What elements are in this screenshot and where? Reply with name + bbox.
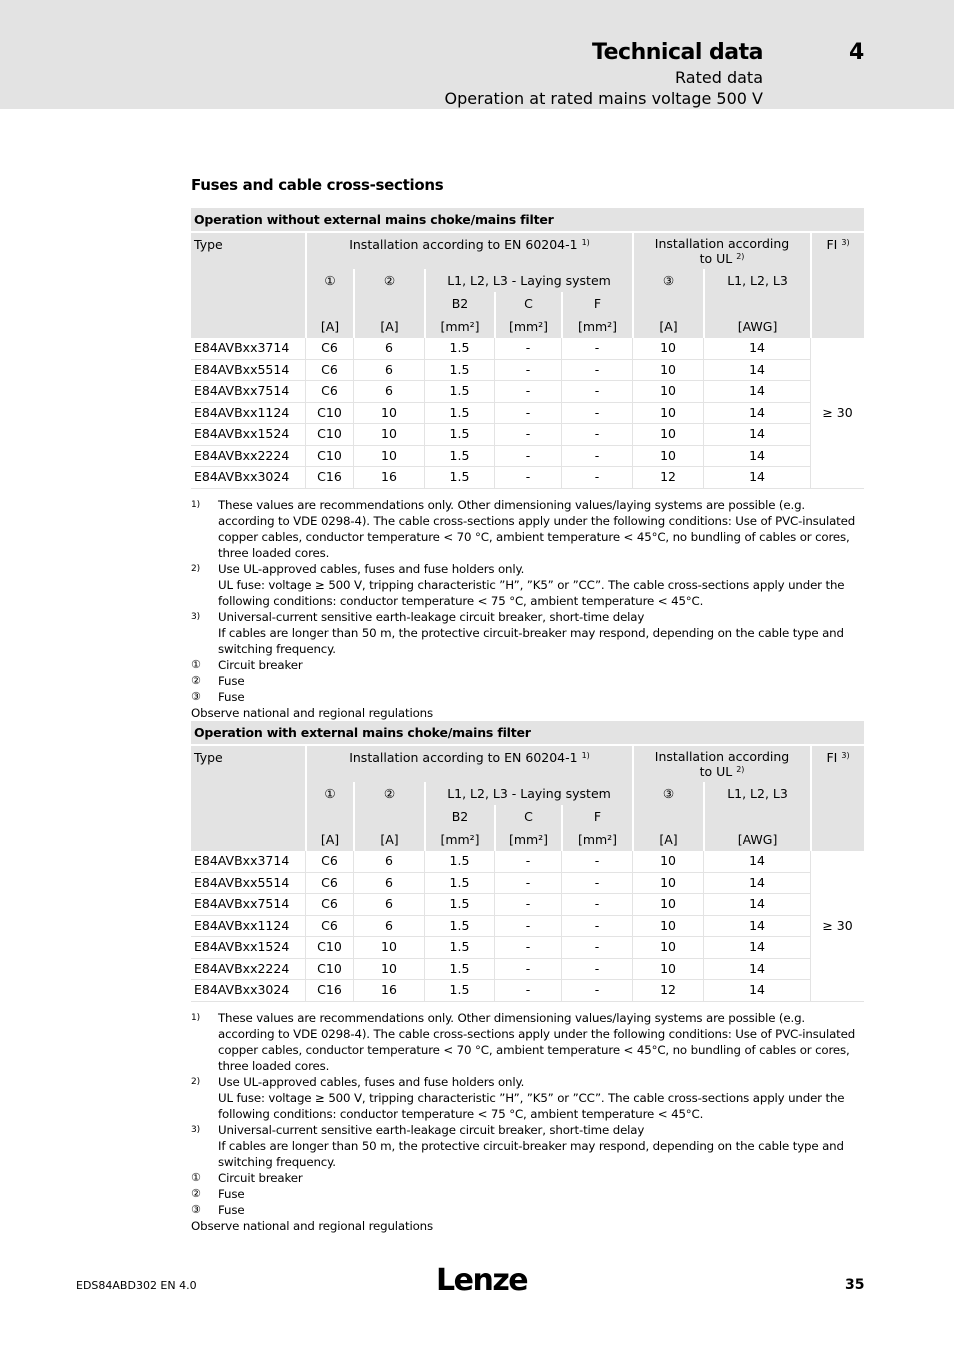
type-cell: E84AVBxx2224 xyxy=(191,446,305,468)
ul-fuse-cell: 10 xyxy=(632,873,703,895)
laying-f: F xyxy=(561,292,632,315)
document-id: EDS84ABD302 EN 4.0 xyxy=(76,1279,197,1292)
awg-cell: 14 xyxy=(703,446,810,468)
unit-label: [A] xyxy=(353,315,424,338)
unit-label: [A] xyxy=(632,315,703,338)
type-cell: E84AVBxx1124 xyxy=(191,916,305,938)
f-cell: - xyxy=(561,381,632,403)
f-cell: - xyxy=(561,980,632,1002)
awg-cell: 14 xyxy=(703,467,810,489)
awg-cell: 14 xyxy=(703,873,810,895)
type-cell: E84AVBxx7514 xyxy=(191,381,305,403)
data-table xyxy=(191,233,864,489)
footnote: 2) Use UL-approved cables, fuses and fuse holders only. UL fuse: voltage ≥ 500 V, tripping characteristic ”H”, ”K5” or ”CC”. The cable cross-sections apply under the following conditions: conductor temperature < 75 °C, ambient temperature < 45°C. xyxy=(191,562,845,608)
ul-fuse-cell: 10 xyxy=(632,360,703,382)
c-cell: - xyxy=(494,446,561,468)
footnote: ③ Fuse xyxy=(191,690,245,704)
f-cell: - xyxy=(561,894,632,916)
footnote: 1) These values are recommendations only. Other dimensioning values/laying systems are possible (e.g. according to VDE 0298-4). The cable cross-sections apply under the following conditions: Use of PVC-insulated copper cables, conductor temperature < 70 °C, ambient temperature < 45°C, no bundling of cables or cores, three loaded cores. xyxy=(191,498,856,560)
table-row xyxy=(191,894,864,916)
section-title: Fuses and cable cross-sections xyxy=(191,176,444,194)
unit-label: [A] xyxy=(632,828,703,851)
ul-fuse-cell: 10 xyxy=(632,424,703,446)
table-row xyxy=(191,937,864,959)
c-cell: - xyxy=(494,873,561,895)
laying-c: C xyxy=(494,805,561,828)
footnote: ① Circuit breaker xyxy=(191,1171,303,1185)
cb-cell: C16 xyxy=(305,467,353,489)
cb-cell: C6 xyxy=(305,338,353,360)
type-cell: E84AVBxx5514 xyxy=(191,873,305,895)
awg-cell: 14 xyxy=(703,424,810,446)
f-cell: - xyxy=(561,916,632,938)
b2-cell: 1.5 xyxy=(424,338,494,360)
table-row xyxy=(191,424,864,446)
f-cell: - xyxy=(561,446,632,468)
circuit-breaker-mark: ① xyxy=(305,269,353,315)
table-row xyxy=(191,446,864,468)
c-cell: - xyxy=(494,403,561,425)
type-cell: E84AVBxx5514 xyxy=(191,360,305,382)
c-cell: - xyxy=(494,916,561,938)
ul-fuse-mark: ③ xyxy=(632,782,703,828)
f-cell: - xyxy=(561,937,632,959)
awg-cell: 14 xyxy=(703,403,810,425)
f-cell: - xyxy=(561,959,632,981)
cb-cell: C6 xyxy=(305,894,353,916)
awg-cell: 14 xyxy=(703,360,810,382)
footnote: ① Circuit breaker xyxy=(191,658,303,672)
awg-cell: 14 xyxy=(703,381,810,403)
col-en60204: Installation according to EN 60204-1 $^{1)}$ xyxy=(305,233,632,269)
fuse-mark: ② xyxy=(353,269,424,315)
f-cell: - xyxy=(561,424,632,446)
lenze-logo: Lenze xyxy=(436,1263,528,1298)
type-cell: E84AVBxx3024 xyxy=(191,980,305,1002)
c-cell: - xyxy=(494,851,561,873)
laying-b2: B2 xyxy=(424,292,494,315)
cb-cell: C6 xyxy=(305,851,353,873)
ul-fuse-cell: 10 xyxy=(632,381,703,403)
table-row xyxy=(191,980,864,1002)
ul-fuse-cell: 12 xyxy=(632,467,703,489)
fuse-cell: 10 xyxy=(353,959,424,981)
cb-cell: C16 xyxy=(305,980,353,1002)
col-ul: Installation according to UL $^{2)}$ xyxy=(632,233,810,269)
cb-cell: C10 xyxy=(305,959,353,981)
footnote: 3) Universal-current sensitive earth-leakage circuit breaker, short-time delay If cables are longer than 50 m, the protective circuit-breaker may respond, depending on the cable type and switching frequency. xyxy=(191,1123,844,1169)
ul-fuse-cell: 10 xyxy=(632,446,703,468)
ul-cable: L1, L2, L3 xyxy=(703,782,810,828)
col-ul: Installation according to UL $^{2)}$ xyxy=(632,746,810,782)
laying-system: L1, L2, L3 - Laying system xyxy=(424,782,632,805)
unit-label: [mm²] xyxy=(561,315,632,338)
fi-cell: ≥ 30 xyxy=(810,851,864,1002)
fuse-table-without-choke xyxy=(191,208,864,489)
unit-label: [mm²] xyxy=(561,828,632,851)
awg-cell: 14 xyxy=(703,937,810,959)
footnote: 2) Use UL-approved cables, fuses and fuse holders only. UL fuse: voltage ≥ 500 V, tripping characteristic ”H”, ”K5” or ”CC”. The cable cross-sections apply under the following conditions: conductor temperature < 75 °C, ambient temperature < 45°C. xyxy=(191,1075,845,1121)
fuse-cell: 16 xyxy=(353,980,424,1002)
type-cell: E84AVBxx1524 xyxy=(191,937,305,959)
cb-cell: C6 xyxy=(305,381,353,403)
cb-cell: C10 xyxy=(305,424,353,446)
ul-fuse-cell: 10 xyxy=(632,959,703,981)
awg-cell: 14 xyxy=(703,980,810,1002)
col-type: Type xyxy=(191,233,305,338)
ul-fuse-cell: 10 xyxy=(632,937,703,959)
type-cell: E84AVBxx2224 xyxy=(191,959,305,981)
fuse-cell: 6 xyxy=(353,894,424,916)
fuse-cell: 6 xyxy=(353,916,424,938)
c-cell: - xyxy=(494,424,561,446)
b2-cell: 1.5 xyxy=(424,873,494,895)
table-caption: Operation without external mains choke/mains filter xyxy=(191,208,864,231)
fuse-cell: 6 xyxy=(353,381,424,403)
ul-fuse-cell: 10 xyxy=(632,916,703,938)
cb-cell: C10 xyxy=(305,937,353,959)
unit-label: [AWG] xyxy=(703,828,810,851)
fuse-mark: ② xyxy=(353,782,424,828)
table-row xyxy=(191,381,864,403)
cb-cell: C6 xyxy=(305,916,353,938)
page-number: 35 xyxy=(845,1277,865,1293)
awg-cell: 14 xyxy=(703,851,810,873)
c-cell: - xyxy=(494,959,561,981)
f-cell: - xyxy=(561,873,632,895)
ul-fuse-cell: 10 xyxy=(632,894,703,916)
table-caption: Operation with external mains choke/mains filter xyxy=(191,721,864,744)
b2-cell: 1.5 xyxy=(424,894,494,916)
table-row xyxy=(191,959,864,981)
type-cell: E84AVBxx3714 xyxy=(191,851,305,873)
ul-fuse-cell: 12 xyxy=(632,980,703,1002)
col-fi: FI $^{3)}$ xyxy=(810,233,864,338)
cb-cell: C10 xyxy=(305,403,353,425)
awg-cell: 14 xyxy=(703,959,810,981)
fuse-cell: 10 xyxy=(353,446,424,468)
ul-fuse-cell: 10 xyxy=(632,403,703,425)
b2-cell: 1.5 xyxy=(424,916,494,938)
footnote: ③ Fuse xyxy=(191,1203,245,1217)
unit-label: [mm²] xyxy=(494,828,561,851)
b2-cell: 1.5 xyxy=(424,959,494,981)
fuse-cell: 16 xyxy=(353,467,424,489)
fuse-cell: 6 xyxy=(353,851,424,873)
awg-cell: 14 xyxy=(703,338,810,360)
c-cell: - xyxy=(494,894,561,916)
table-row xyxy=(191,851,864,873)
fuse-cell: 6 xyxy=(353,360,424,382)
f-cell: - xyxy=(561,338,632,360)
unit-label: [AWG] xyxy=(703,315,810,338)
b2-cell: 1.5 xyxy=(424,937,494,959)
laying-b2: B2 xyxy=(424,805,494,828)
unit-label: [mm²] xyxy=(424,315,494,338)
fi-cell: ≥ 30 xyxy=(810,338,864,489)
page-subtitle-2: Operation at rated mains voltage 500 V xyxy=(444,89,763,108)
footnotes-2 xyxy=(191,1010,864,1234)
fuse-cell: 10 xyxy=(353,937,424,959)
b2-cell: 1.5 xyxy=(424,381,494,403)
f-cell: - xyxy=(561,403,632,425)
b2-cell: 1.5 xyxy=(424,467,494,489)
unit-label: [A] xyxy=(305,315,353,338)
ul-cable: L1, L2, L3 xyxy=(703,269,810,315)
chapter-number: 4 xyxy=(849,40,865,65)
unit-label: [A] xyxy=(353,828,424,851)
c-cell: - xyxy=(494,937,561,959)
f-cell: - xyxy=(561,360,632,382)
type-cell: E84AVBxx3024 xyxy=(191,467,305,489)
table-row xyxy=(191,338,864,360)
c-cell: - xyxy=(494,467,561,489)
c-cell: - xyxy=(494,980,561,1002)
observe-note: Observe national and regional regulations xyxy=(191,706,433,720)
circuit-breaker-mark: ① xyxy=(305,782,353,828)
table-row xyxy=(191,467,864,489)
cb-cell: C10 xyxy=(305,446,353,468)
fuse-cell: 6 xyxy=(353,338,424,360)
page-subtitle: Rated data xyxy=(675,68,763,87)
type-cell: E84AVBxx1524 xyxy=(191,424,305,446)
fuse-cell: 10 xyxy=(353,424,424,446)
col-type: Type xyxy=(191,746,305,851)
c-cell: - xyxy=(494,381,561,403)
footnote: ② Fuse xyxy=(191,674,245,688)
laying-f: F xyxy=(561,805,632,828)
c-cell: - xyxy=(494,360,561,382)
fuse-cell: 6 xyxy=(353,873,424,895)
c-cell: - xyxy=(494,338,561,360)
type-cell: E84AVBxx7514 xyxy=(191,894,305,916)
b2-cell: 1.5 xyxy=(424,851,494,873)
table-row xyxy=(191,403,864,425)
fuse-cell: 10 xyxy=(353,403,424,425)
observe-note: Observe national and regional regulations xyxy=(191,1219,433,1233)
f-cell: - xyxy=(561,851,632,873)
cb-cell: C6 xyxy=(305,873,353,895)
footnote: 3) Universal-current sensitive earth-leakage circuit breaker, short-time delay If cables are longer than 50 m, the protective circuit-breaker may respond, depending on the cable type and switching frequency. xyxy=(191,610,844,656)
b2-cell: 1.5 xyxy=(424,424,494,446)
b2-cell: 1.5 xyxy=(424,980,494,1002)
laying-system: L1, L2, L3 - Laying system xyxy=(424,269,632,292)
awg-cell: 14 xyxy=(703,916,810,938)
cb-cell: C6 xyxy=(305,360,353,382)
unit-label: [mm²] xyxy=(494,315,561,338)
footnote: ② Fuse xyxy=(191,1187,245,1201)
fuse-table-with-choke xyxy=(191,721,864,1002)
footnotes-1 xyxy=(191,497,864,721)
b2-cell: 1.5 xyxy=(424,446,494,468)
data-table xyxy=(191,746,864,1002)
b2-cell: 1.5 xyxy=(424,403,494,425)
type-cell: E84AVBxx1124 xyxy=(191,403,305,425)
page-title: Technical data xyxy=(592,40,763,65)
ul-fuse-cell: 10 xyxy=(632,851,703,873)
table-row xyxy=(191,916,864,938)
unit-label: [A] xyxy=(305,828,353,851)
table-row xyxy=(191,873,864,895)
type-cell: E84AVBxx3714 xyxy=(191,338,305,360)
col-fi: FI $^{3)}$ xyxy=(810,746,864,851)
col-en60204: Installation according to EN 60204-1 $^{1)}$ xyxy=(305,746,632,782)
b2-cell: 1.5 xyxy=(424,360,494,382)
unit-label: [mm²] xyxy=(424,828,494,851)
laying-c: C xyxy=(494,292,561,315)
ul-fuse-mark: ③ xyxy=(632,269,703,315)
table-row xyxy=(191,360,864,382)
footnote: 1) These values are recommendations only. Other dimensioning values/laying systems are possible (e.g. according to VDE 0298-4). The cable cross-sections apply under the following conditions: Use of PVC-insulated copper cables, conductor temperature < 70 °C, ambient temperature < 45°C, no bundling of cables or cores, three loaded cores. xyxy=(191,1011,856,1073)
ul-fuse-cell: 10 xyxy=(632,338,703,360)
awg-cell: 14 xyxy=(703,894,810,916)
f-cell: - xyxy=(561,467,632,489)
